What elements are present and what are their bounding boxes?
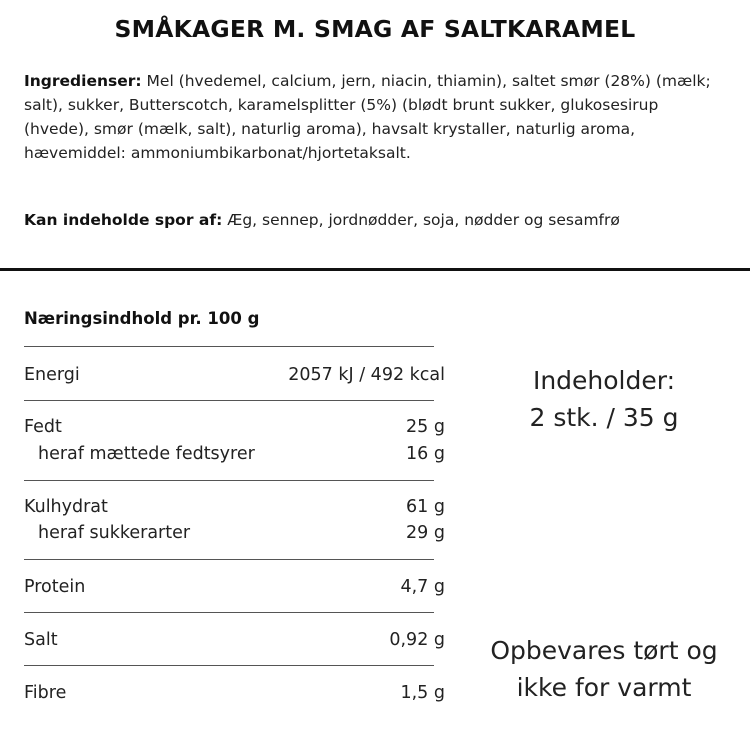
package-contents — [464, 362, 744, 436]
storage-line-2: ikke for varmt — [516, 673, 692, 702]
row-label: Salt — [24, 630, 58, 650]
storage-instructions — [464, 632, 744, 706]
row-label: Protein — [24, 577, 86, 597]
row-value: 0,92 g — [389, 630, 445, 650]
storage-line-1: Opbevares tørt og — [490, 636, 718, 665]
ingredients-label: Ingredienser: — [24, 72, 142, 90]
product-title: SMÅKAGER M. SMAG AF SALTKARAMEL — [114, 15, 636, 43]
table-rule — [24, 400, 434, 401]
row-value: 61 g — [406, 497, 445, 517]
allergens-label: Kan indeholde spor af: — [24, 211, 223, 229]
nutrition-row-energy — [24, 362, 445, 388]
row-label: Energi — [24, 365, 80, 385]
nutrition-row-fat — [24, 414, 445, 440]
row-value: 25 g — [406, 417, 445, 437]
row-label: heraf sukkerarter — [38, 523, 191, 543]
row-label: Fibre — [24, 683, 67, 703]
nutrition-row-protein — [24, 574, 445, 600]
table-rule — [24, 612, 434, 613]
nutrition-row-carbohydrate — [24, 494, 445, 520]
ingredients-paragraph — [24, 69, 724, 165]
ingredients-text: Mel (hvedemel, calcium, jern, niacin, thiamin), saltet smør (28%) (mælk; salt), sukker, Butterscotch, karamelsplitter (5%) (blødt brunt sukker, glukosesirup (hvede), smør (mælk, salt), naturlig aroma), havsalt krystaller, naturlig aroma, hævemiddel: ammoniumbikarbonat/hjortetaksalt. — [24, 72, 711, 162]
row-label: heraf mættede fedtsyrer — [38, 444, 255, 464]
allergens-text: Æg, sennep, jordnødder, soja, nødder og sesamfrø — [227, 211, 620, 229]
section-divider — [0, 268, 750, 271]
row-value: 2057 kJ / 492 kcal — [288, 365, 445, 385]
row-value: 1,5 g — [400, 683, 445, 703]
contents-label: Indeholder: — [532, 366, 676, 395]
row-label: Fedt — [24, 417, 62, 437]
row-value: 29 g — [406, 523, 445, 543]
table-rule — [24, 346, 434, 347]
nutrition-heading: Næringsindhold pr. 100 g — [24, 309, 260, 328]
nutrition-row-fibre — [24, 680, 445, 706]
table-rule — [24, 559, 434, 560]
allergens-paragraph — [24, 208, 724, 232]
nutrition-row-saturated-fat — [24, 441, 445, 467]
nutrition-row-sugars — [24, 520, 445, 546]
table-rule — [24, 480, 434, 481]
nutrition-row-salt — [24, 627, 445, 653]
table-rule — [24, 665, 434, 666]
contents-quantity: 2 stk. / 35 g — [529, 403, 679, 432]
row-value: 4,7 g — [400, 577, 445, 597]
row-label: Kulhydrat — [24, 497, 108, 517]
row-value: 16 g — [406, 444, 445, 464]
